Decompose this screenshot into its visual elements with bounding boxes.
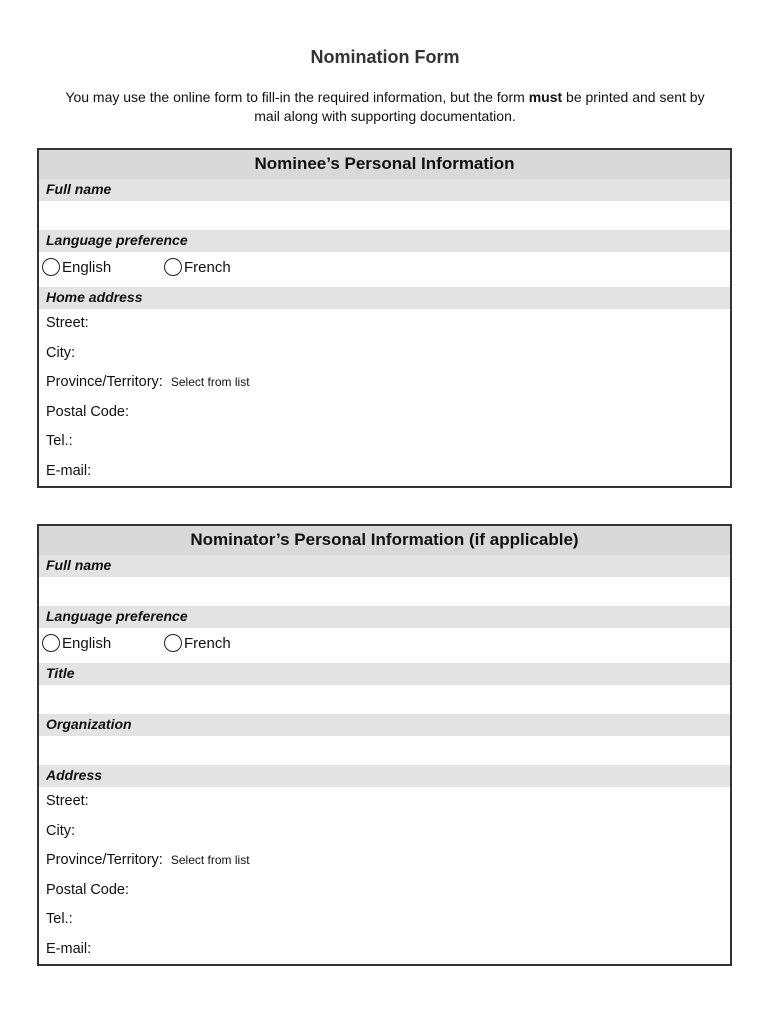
- radio-circle-icon[interactable]: [164, 258, 182, 276]
- province-label: Province/Territory:: [46, 374, 163, 390]
- nominator-heading: Nominator’s Personal Information (if applicable): [39, 526, 730, 555]
- province-label: Province/Territory:: [46, 852, 163, 868]
- nominee-french-radio[interactable]: [164, 258, 231, 276]
- nominator-language-options: [39, 628, 730, 663]
- nominator-french-label: French: [184, 634, 231, 652]
- nominator-section: [37, 524, 732, 966]
- street-label: Street:: [46, 315, 89, 331]
- intro-bold: must: [528, 89, 563, 105]
- nominee-province-select[interactable]: Select from list: [170, 375, 250, 389]
- city-label: City:: [46, 344, 75, 361]
- page-title: Nomination Form: [310, 47, 460, 67]
- nominator-address-label: Address: [39, 765, 730, 787]
- nominator-french-radio[interactable]: [164, 634, 231, 652]
- radio-circle-icon[interactable]: [42, 634, 60, 652]
- nominee-postal-field[interactable]: [39, 398, 730, 428]
- nominator-province-field: [39, 846, 730, 876]
- nominator-street-field[interactable]: [39, 787, 730, 817]
- nominee-heading: Nominee’s Personal Information: [39, 150, 730, 179]
- nominator-city-field[interactable]: [39, 817, 730, 847]
- nominee-language-label: Language preference: [39, 230, 730, 252]
- radio-circle-icon[interactable]: [164, 634, 182, 652]
- tel-label: Tel.:: [46, 911, 73, 927]
- street-label: Street:: [46, 793, 89, 809]
- tel-label: Tel.:: [46, 433, 73, 449]
- nominator-postal-field[interactable]: [39, 876, 730, 906]
- postal-code-label: Postal Code:: [46, 881, 130, 898]
- postal-code-label: Postal Code:: [46, 403, 130, 420]
- nominee-full-name-label: Full name: [39, 179, 730, 201]
- intro-part1: You may use the online form to fill-in the required information, but the form: [65, 89, 525, 105]
- nominator-province-select[interactable]: Select from list: [170, 853, 250, 867]
- nominee-english-label: English: [62, 258, 112, 276]
- nominee-province-field: [39, 368, 730, 398]
- nominator-organization-field[interactable]: [39, 736, 730, 765]
- nominee-full-name-field[interactable]: [39, 201, 730, 230]
- nominee-city-field[interactable]: [39, 339, 730, 369]
- nominator-language-label: Language preference: [39, 606, 730, 628]
- nominee-english-radio[interactable]: [42, 258, 111, 276]
- radio-circle-icon[interactable]: [42, 258, 60, 276]
- nominee-french-label: French: [184, 258, 231, 276]
- nominator-english-radio[interactable]: [42, 634, 111, 652]
- city-label: City:: [46, 822, 75, 839]
- nominator-email-field[interactable]: [39, 935, 730, 965]
- nominator-title-field[interactable]: [39, 685, 730, 714]
- nominator-title-label: Title: [39, 663, 730, 685]
- nominator-tel-field[interactable]: [39, 905, 730, 935]
- nominee-language-options: [39, 252, 730, 287]
- intro-part2: be printed and sent by mail along with supporting documentation.: [254, 89, 705, 124]
- email-label: E-mail:: [46, 940, 92, 957]
- nominee-section: [37, 148, 732, 488]
- nominee-email-field[interactable]: [39, 457, 730, 487]
- nominee-home-address-label: Home address: [39, 287, 730, 309]
- intro-text: [60, 88, 710, 126]
- nominator-full-name-field[interactable]: [39, 577, 730, 606]
- nominee-street-field[interactable]: [39, 309, 730, 339]
- email-label: E-mail:: [46, 462, 92, 479]
- nominator-english-label: English: [62, 634, 112, 652]
- nominator-full-name-label: Full name: [39, 555, 730, 577]
- nominator-organization-label: Organization: [39, 714, 730, 736]
- nominee-tel-field[interactable]: [39, 427, 730, 457]
